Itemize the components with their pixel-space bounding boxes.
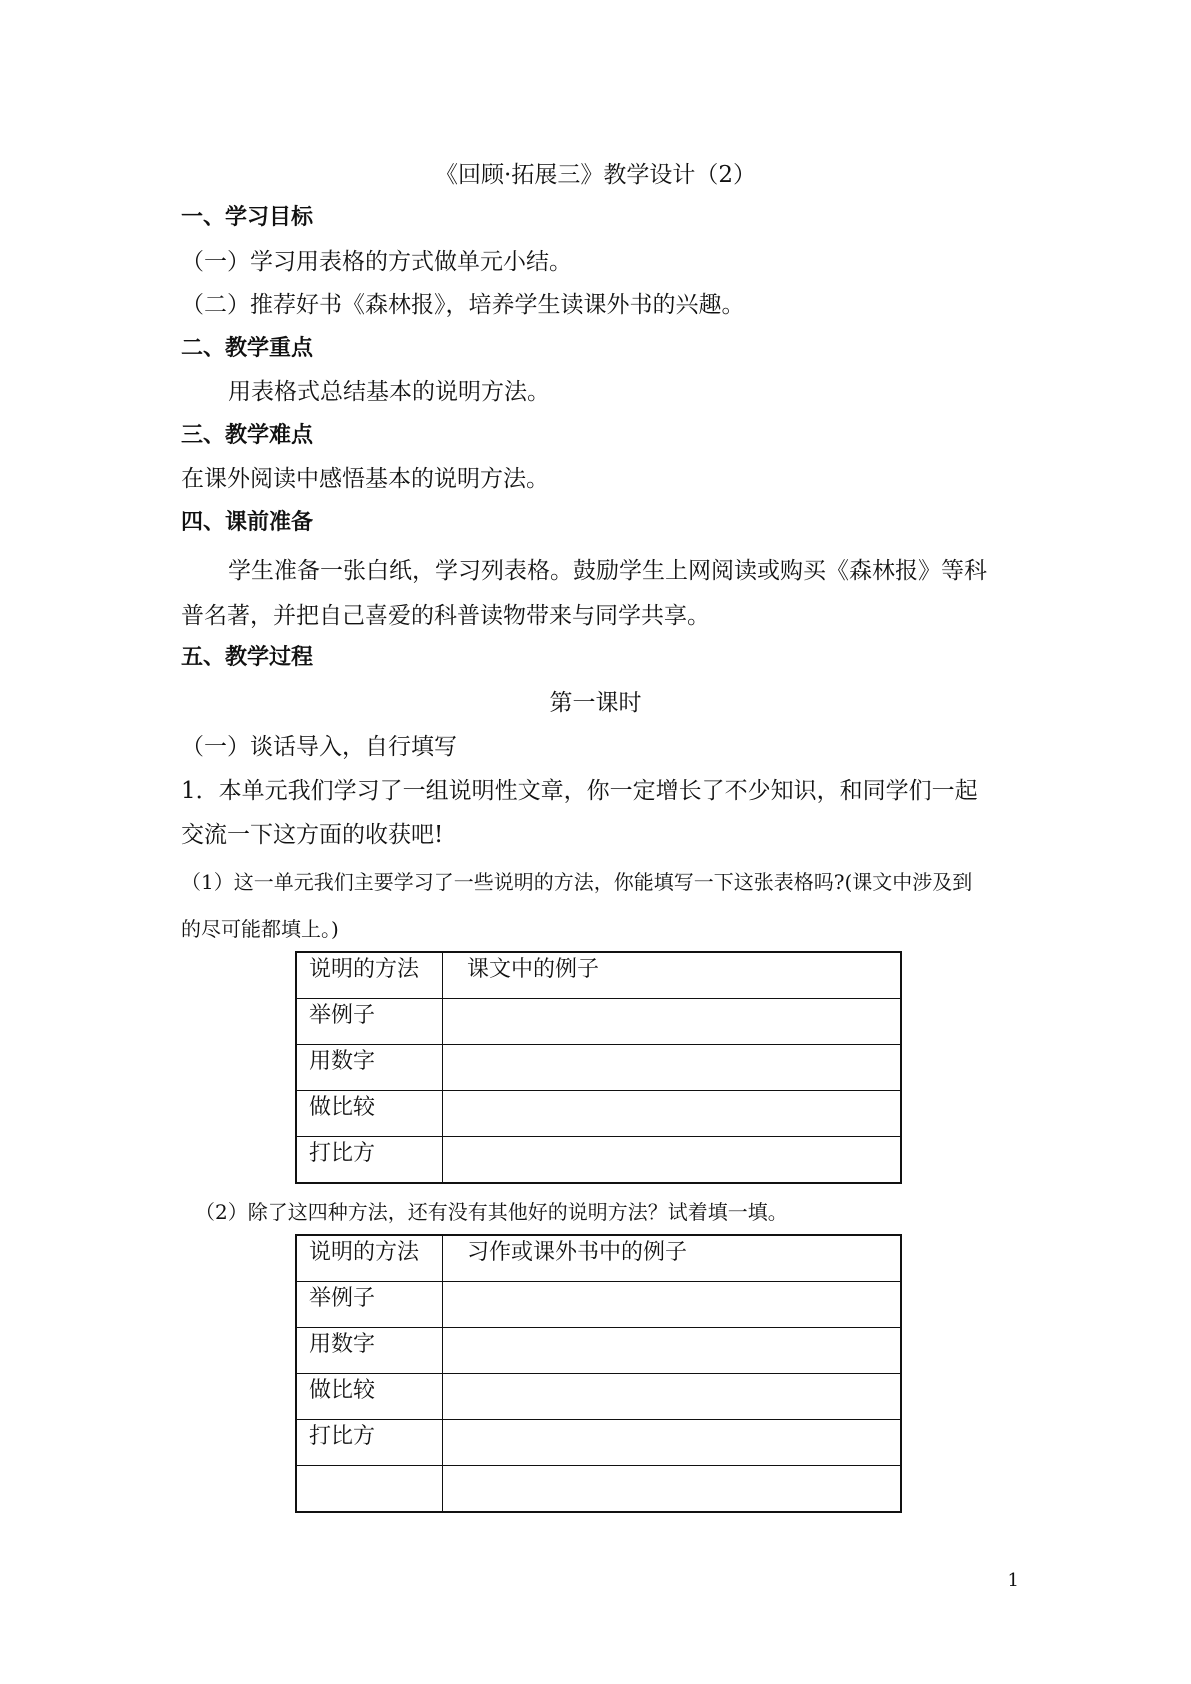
process-heading: 五、教学过程 bbox=[181, 645, 314, 670]
table-cell-example bbox=[443, 999, 902, 1045]
difficulty-heading: 三、教学难点 bbox=[181, 423, 314, 448]
table-cell-example bbox=[443, 1091, 902, 1137]
prep-line-1: 学生准备一张白纸，学习列表格。鼓励学生上网阅读或购买《森林报》等科 bbox=[228, 558, 987, 584]
document-title: 《回顾·拓展三》教学设计（2） bbox=[435, 162, 756, 188]
table-row bbox=[296, 1328, 901, 1374]
key-text: 用表格式总结基本的说明方法。 bbox=[228, 379, 550, 405]
prep-line-2: 普名著，并把自己喜爱的科普读物带来与同学共享。 bbox=[181, 603, 710, 629]
objective-1: （一）学习用表格的方式做单元小结。 bbox=[181, 249, 572, 275]
para-1-line-2: 交流一下这方面的收获吧! bbox=[181, 822, 444, 848]
table-row bbox=[296, 1137, 901, 1184]
prep-heading: 四、课前准备 bbox=[181, 510, 314, 535]
table-row bbox=[296, 1045, 901, 1091]
table-row bbox=[296, 1466, 901, 1513]
table-header-row bbox=[296, 952, 901, 999]
table-cell-example bbox=[443, 1466, 902, 1513]
difficulty-text: 在课外阅读中感悟基本的说明方法。 bbox=[181, 466, 549, 492]
table-cell-method: 用数字 bbox=[296, 1045, 443, 1091]
table-cell-example bbox=[443, 1328, 902, 1374]
methods-table-1 bbox=[295, 951, 902, 1184]
table-cell-method: 做比较 bbox=[296, 1374, 443, 1420]
table-header-cell: 习作或课外书中的例子 bbox=[443, 1235, 902, 1282]
table-cell-method bbox=[296, 1466, 443, 1513]
objective-2: （二）推荐好书《森林报》，培养学生读课外书的兴趣。 bbox=[181, 292, 745, 318]
methods-table-2 bbox=[295, 1234, 902, 1513]
page-number: 1 bbox=[1007, 1570, 1019, 1591]
table-cell-method: 举例子 bbox=[296, 999, 443, 1045]
table-cell-method: 打比方 bbox=[296, 1420, 443, 1466]
table-cell-method: 举例子 bbox=[296, 1282, 443, 1328]
table-row bbox=[296, 1420, 901, 1466]
question-2: （2）除了这四种方法，还有没有其他好的说明方法？试着填一填。 bbox=[195, 1200, 788, 1224]
table-cell-method: 打比方 bbox=[296, 1137, 443, 1184]
lesson-label: 第一课时 bbox=[549, 690, 642, 716]
key-heading: 二、教学重点 bbox=[181, 336, 314, 361]
table-row bbox=[296, 1091, 901, 1137]
table-row bbox=[296, 999, 901, 1045]
table-row bbox=[296, 1374, 901, 1420]
para-1-line-1: 1．本单元我们学习了一组说明性文章，你一定增长了不少知识，和同学们一起 bbox=[181, 778, 978, 804]
table-cell-example bbox=[443, 1420, 902, 1466]
table-header-cell: 说明的方法 bbox=[296, 1235, 443, 1282]
table-cell-example bbox=[443, 1282, 902, 1328]
table-cell-example bbox=[443, 1045, 902, 1091]
table-header-row bbox=[296, 1235, 901, 1282]
table-row bbox=[296, 1282, 901, 1328]
step-1: （一）谈话导入，自行填写 bbox=[181, 734, 457, 760]
table-cell-method: 用数字 bbox=[296, 1328, 443, 1374]
table-cell-example bbox=[443, 1374, 902, 1420]
table-header-cell: 课文中的例子 bbox=[443, 952, 902, 999]
question-1-line-1: （1）这一单元我们主要学习了一些说明的方法，你能填写一下这张表格吗?(课文中涉及到 bbox=[181, 870, 973, 894]
objectives-heading: 一、学习目标 bbox=[181, 205, 314, 230]
question-1-line-2: 的尽可能都填上。) bbox=[181, 917, 339, 941]
table-cell-method: 做比较 bbox=[296, 1091, 443, 1137]
table-cell-example bbox=[443, 1137, 902, 1184]
table-header-cell: 说明的方法 bbox=[296, 952, 443, 999]
